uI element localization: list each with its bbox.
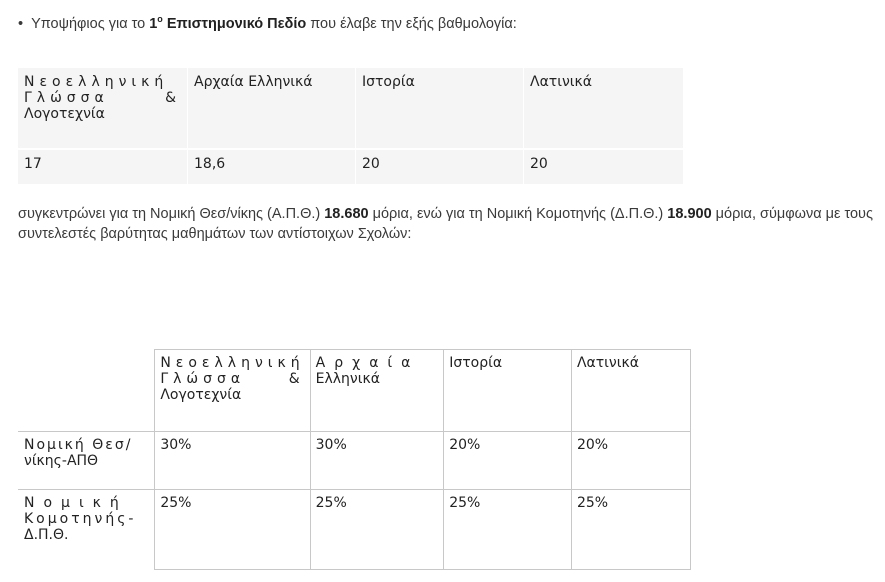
result-paragraph: συγκεντρώνει για τη Νομική Θεσ/νίκης (Α.Π.Θ.) 18.680 μόρια, ενώ για τη Νομική Κομοτηνής (Δ.Π.Θ.) 18.900 μόρια, σύμφωνα με τους συντελεστές βαρύτητας μαθημάτων των αντίστοιχων Σχολών: bbox=[18, 206, 873, 242]
weights-row-apth bbox=[19, 432, 691, 490]
weights-header-history: Ιστορία bbox=[444, 350, 572, 432]
grades-header-modern-greek: Νεοελληνική Γλώσσα & Λογοτεχνία bbox=[24, 74, 181, 122]
weights-table bbox=[18, 349, 691, 570]
intro-text-after: που έλαβε την εξής βαθμολογία: bbox=[306, 15, 517, 32]
field-label: $1^o$ Επιστημονικό Πεδίο bbox=[149, 14, 307, 32]
weights-row-label: Νομική Θεσ/ νίκης-ΑΠΘ bbox=[19, 432, 155, 490]
weight-value: 30% bbox=[155, 432, 310, 490]
weight-value: 30% bbox=[310, 432, 444, 490]
weights-header-latin: Λατινικά bbox=[571, 350, 690, 432]
score-dpth: 18.900 bbox=[667, 206, 712, 222]
weights-header-modern-greek: Νεοελληνική Γλώσσα & Λογοτεχνία bbox=[155, 350, 310, 432]
grades-header-ancient-greek: Αρχαία Ελληνικά bbox=[188, 68, 356, 149]
weight-value: 20% bbox=[444, 432, 572, 490]
weights-row-label: Νομική Κομοτηνής- Δ.Π.Θ. bbox=[19, 490, 155, 570]
grade-value: 17 bbox=[18, 149, 188, 184]
weight-value: 25% bbox=[571, 490, 690, 570]
intro-text-before: Υποψήφιος για το bbox=[31, 15, 150, 32]
grades-header-history: Ιστορία bbox=[356, 68, 524, 149]
weight-value: 20% bbox=[571, 432, 690, 490]
weight-value: 25% bbox=[310, 490, 444, 570]
grades-header-latin: Λατινικά bbox=[524, 68, 684, 149]
weights-header-row bbox=[19, 350, 691, 432]
grade-value: 20 bbox=[356, 149, 524, 184]
weights-row-dpth bbox=[19, 490, 691, 570]
weight-value: 25% bbox=[444, 490, 572, 570]
weight-value: 25% bbox=[155, 490, 310, 570]
bullet: • bbox=[18, 15, 24, 32]
grades-header-row bbox=[18, 68, 683, 149]
weights-corner-cell bbox=[19, 350, 155, 432]
grades-table bbox=[18, 68, 683, 184]
grade-value: 18,6 bbox=[188, 149, 356, 184]
weights-header-ancient-greek: Αρχαία Ελληνικά bbox=[310, 350, 444, 432]
score-apth: 18.680 bbox=[324, 206, 369, 222]
grades-value-row bbox=[18, 149, 683, 184]
intro-line bbox=[18, 14, 517, 32]
grade-value: 20 bbox=[524, 149, 684, 184]
